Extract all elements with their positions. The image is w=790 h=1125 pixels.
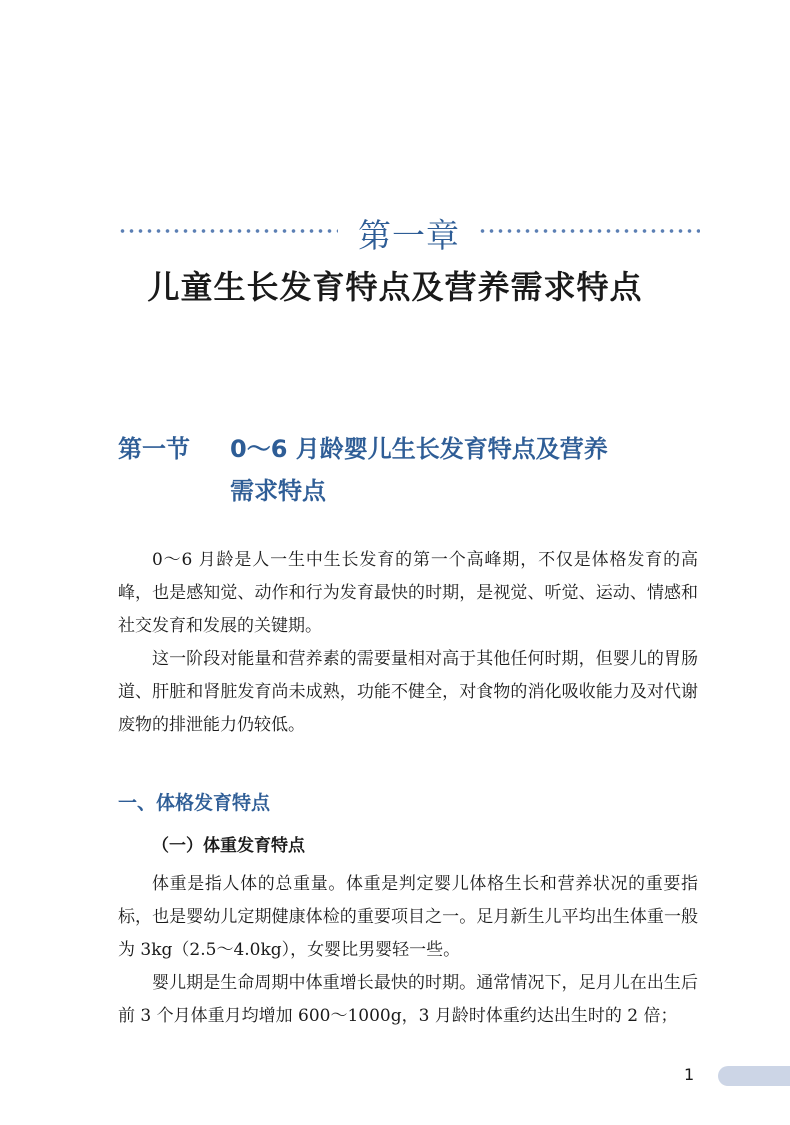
subsection-heading: 一、体格发育特点 [118, 792, 271, 814]
decorative-dot-line-right [478, 229, 700, 233]
paragraph: 0～6 月龄是人一生中生长发育的第一个高峰期，不仅是体格发育的高峰，也是感知觉、动作和行为发育最快的时期，是视觉、听觉、运动、情感和社交发育和发展的关键期。 [118, 550, 698, 636]
section-title-line-2: 需求特点 [230, 477, 326, 505]
decorative-dot-line-left [118, 229, 338, 233]
intro-text [118, 544, 698, 742]
page-edge-tab [718, 1066, 790, 1086]
section-title [118, 428, 738, 512]
section-number: 第一节 [118, 435, 190, 463]
chapter-header [0, 208, 790, 255]
paragraph: 这一阶段对能量和营养素的需要量相对高于其他任何时期，但婴儿的胃肠道、肝脏和肾脏发育尚未成熟，功能不健全，对食物的消化吸收能力及对代谢废物的排泄能力仍较低。 [118, 649, 698, 735]
sub-subsection-heading: （一）体重发育特点 [152, 836, 305, 856]
paragraph: 婴儿期是生命周期中体重增长最快的时期。通常情况下，足月儿在出生后前 3 个月体重月均增加 600～1000g，3 月龄时体重约达出生时的 2 倍； [118, 973, 698, 1026]
section-title-text-1: 0～6 月龄婴儿生长发育特点及营养 [230, 435, 608, 463]
section-title-line-1 [118, 428, 738, 470]
paragraph: 体重是指人体的总重量。体重是判定婴儿体格生长和营养状况的重要指标，也是婴幼儿定期健康体检的重要项目之一。足月新生儿平均出生体重一般为 3kg（2.5～4.0kg），女婴比男婴轻一些。 [118, 874, 698, 960]
page-number: 1 [684, 1065, 695, 1084]
chapter-label: 第一章 [358, 216, 460, 255]
weight-text [118, 868, 698, 1033]
chapter-title: 儿童生长发育特点及营养需求特点 [147, 268, 643, 306]
